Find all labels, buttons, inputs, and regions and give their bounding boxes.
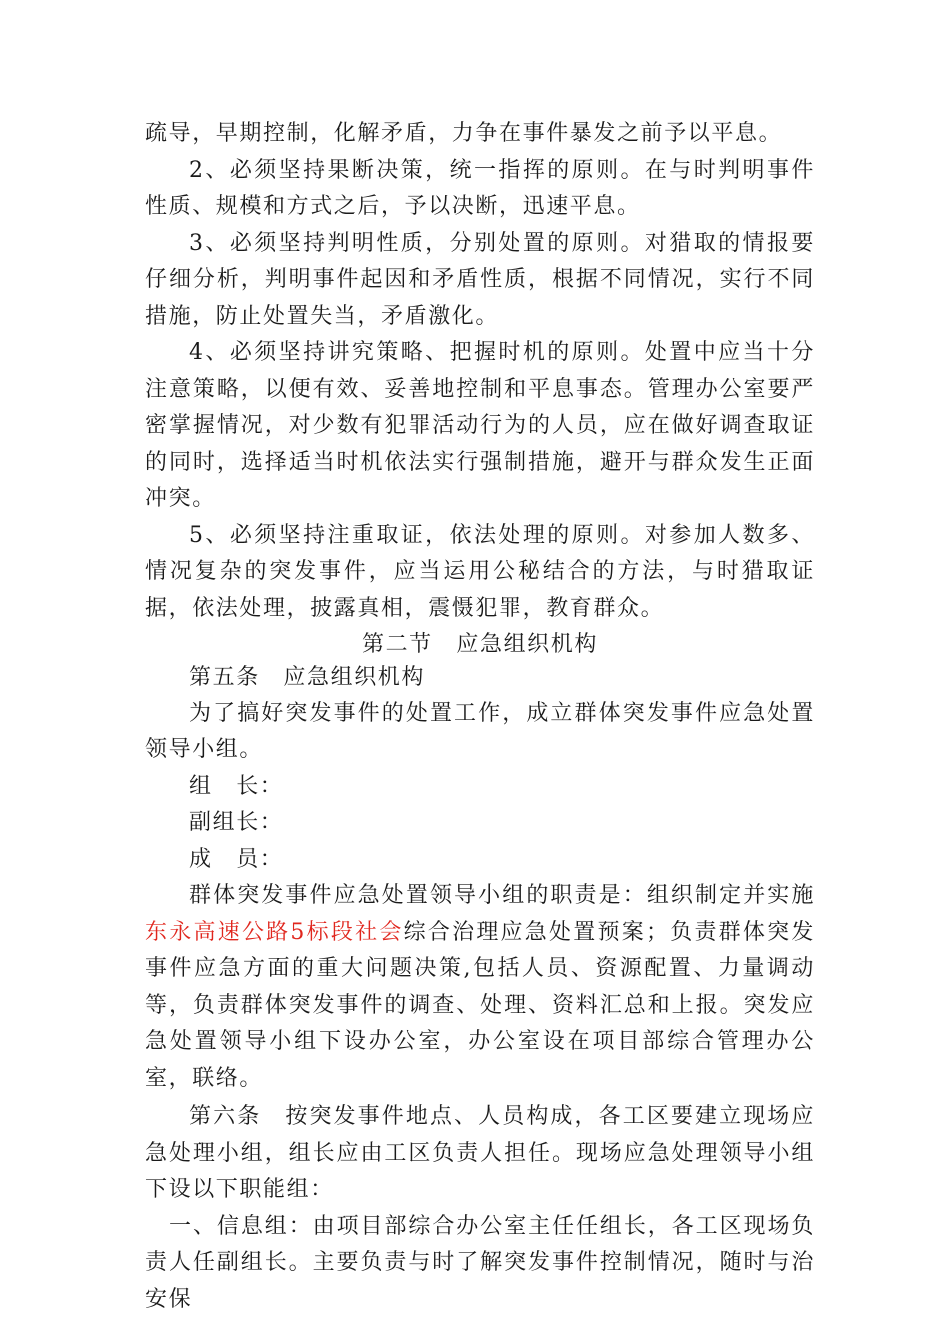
paragraph-principle-4: 4、必须坚持讲究策略、把握时机的原则。处置中应当十分注意策略，以便有效、妥善地控制和平息事态。管理办公室要严密掌握情况，对少数有犯罪活动行为的人员，应在做好调查取证的同时，选择适当时机依法实行强制措施，避开与群众发生正面冲突。: [145, 340, 815, 511]
paragraph-duties: [145, 878, 815, 1097]
duties-text-part-1: 群体突发事件应急处置领导小组的职责是：组织制定并实施: [189, 883, 815, 908]
paragraph-principle-2: 2、必须坚持果断决策，统一指挥的原则。在与时判明事件性质、规模和方式之后，予以决断，迅速平息。: [145, 157, 815, 219]
paragraph-leadership-group: 为了搞好突发事件的处置工作，成立群体突发事件应急处置领导小组。: [145, 700, 815, 762]
paragraph-principle-5: 5、必须坚持注重取证，依法处理的原则。对参加人数多、情况复杂的突发事件，应当运用公秘结合的方法，与时猎取证据，依法处理，披露真相，震慑犯罪，教育群众。: [145, 522, 815, 621]
document-body: [145, 116, 815, 1318]
paragraph-1: 疏导，早期控制，化解矛盾，力争在事件暴发之前予以平息。: [145, 121, 783, 146]
project-name-highlight: 东永高速公路5标段社会: [145, 919, 404, 945]
paragraph-info-group: 一、信息组：由项目部综合办公室主任任组长，各工区现场负责人任副组长。主要负责与时了解突发事件控制情况，随时与治安保: [145, 1213, 815, 1312]
article-5-title: 第五条 应急组织机构: [189, 664, 426, 690]
section-heading: 第二节 应急组织机构: [361, 632, 598, 657]
deputy-leader-label: 副组长：: [189, 810, 284, 835]
paragraph-principle-3: 3、必须坚持判明性质，分别处置的原则。对猎取的情报要仔细分析，判明事件起因和矛盾性质，根据不同情况，实行不同措施，防止处置失当，矛盾激化。: [145, 230, 815, 329]
leader-label: 组 长：: [189, 773, 284, 799]
duties-text-part-2: 综合治理应急处置预案；负责群体突发事件应急方面的重大问题决策,包括人员、资源配置、力量调动等，负责群体突发事件的调查、处理、资料汇总和上报。突发应急处置领导小组下设办公室，办公室设在项目部综合管理办公室，联络。: [145, 919, 815, 1091]
member-label: 成 员：: [189, 846, 284, 872]
paragraph-article-6: 第六条 按突发事件地点、人员构成，各工区要建立现场应急处理小组，组长应由工区负责人担任。现场应急处理领导小组下设以下职能组：: [145, 1104, 815, 1202]
